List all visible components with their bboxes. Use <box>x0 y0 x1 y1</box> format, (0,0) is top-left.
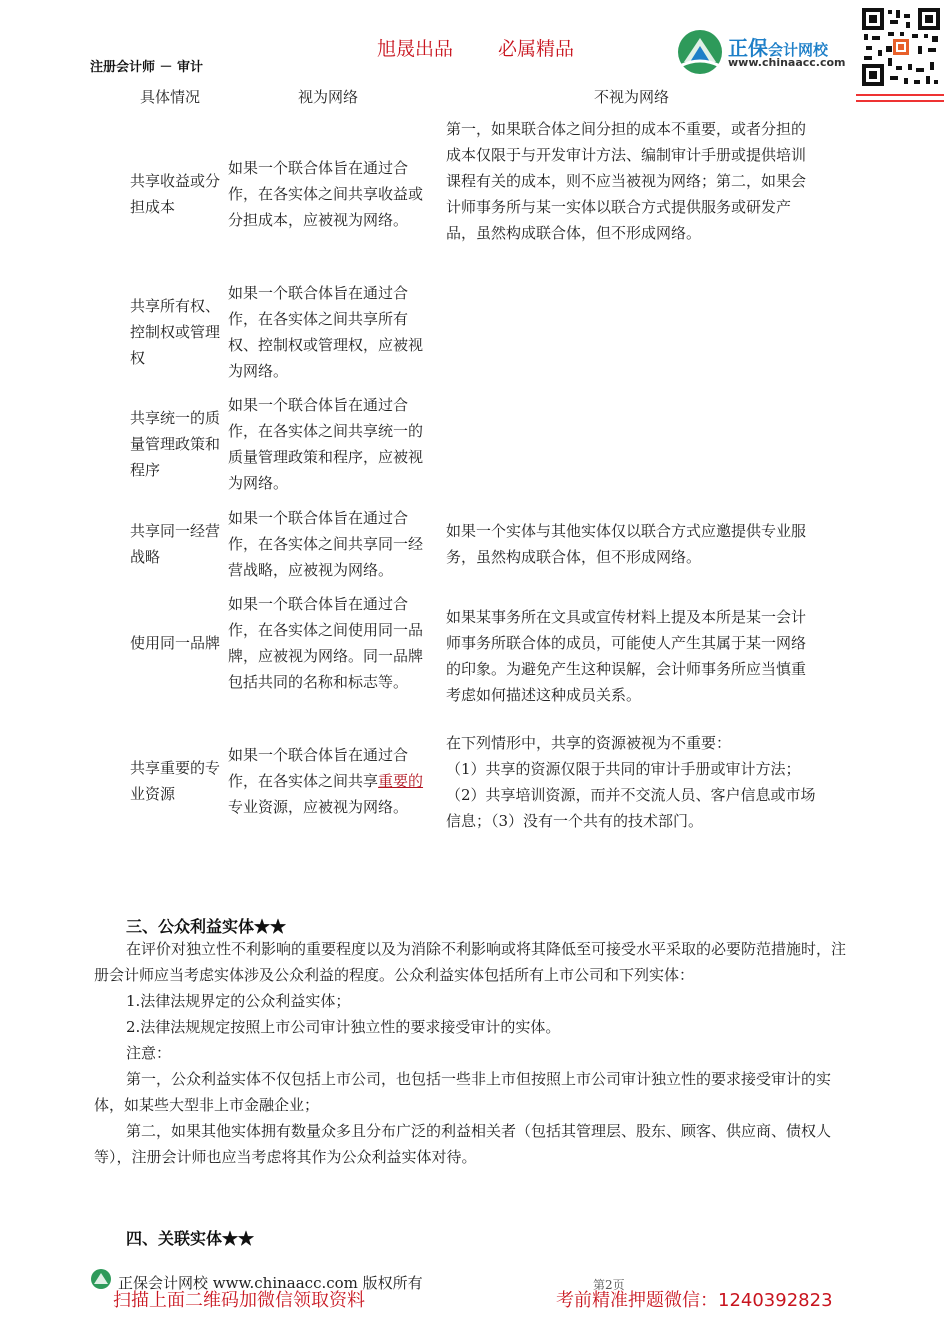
section-3-note-1: 第一，公众利益实体不仅包括上市公司，也包括一些非上市但按照上市公司审计独立性的要求接受审计的实体，如某些大型非上市金融企业； <box>94 1070 832 1114</box>
qr-code-icon[interactable] <box>860 6 942 88</box>
network-6-pre: 如果一个联合体旨在通过合作，在各实体之间共享 <box>228 746 409 790</box>
logo-emblem-icon <box>676 28 724 76</box>
table-cell-situation-6: 共享重要的专业资源 <box>130 759 221 803</box>
table-cell-network-4: 如果一个联合体旨在通过合作，在各实体之间共享同一经营战略，应被视为网络。 <box>228 509 424 579</box>
table-cell-not-network-6 <box>446 730 818 834</box>
table-cell-situation-3: 共享统一的质量管理政策和程序 <box>130 409 221 479</box>
logo-url: www.chinaacc.com <box>728 56 846 69</box>
table-cell-situation-4: 共享同一经营战略 <box>130 522 221 566</box>
table-cell-network-6 <box>228 742 434 820</box>
table-cell-network-2: 如果一个联合体旨在通过合作，在各实体之间共享所有权、控制权或管理权，应被视为网络。 <box>228 284 424 380</box>
footer-page-number: 第2页 <box>593 1278 625 1292</box>
section-3-item-2: 2.法律法规规定按照上市公司审计独立性的要求接受审计的实体。 <box>126 1018 561 1036</box>
logo-brand-sub: 会计网校 <box>768 41 829 59</box>
section-3-item-1: 1.法律法规界定的公众利益实体； <box>126 992 351 1010</box>
section-3-body <box>94 936 858 1170</box>
table-cell-situation-5: 使用同一品牌 <box>130 634 221 652</box>
qr-note-icon <box>856 92 946 106</box>
section-3-heading: 三、公众利益实体★★ <box>126 917 287 936</box>
network-6-post: 专业资源，应被视为网络。 <box>228 798 409 816</box>
header-slogan-right: 必属精品 <box>498 38 575 60</box>
footer-ad-right[interactable]: 考前精准押题微信：1240392823 <box>556 1290 833 1311</box>
table-header-situation: 具体情况 <box>140 88 201 106</box>
header-slogan-left: 旭晟出品 <box>377 38 454 60</box>
table-header-not-network: 不视为网络 <box>594 88 670 106</box>
network-6-emphasis: 重要的 <box>378 772 424 790</box>
table-cell-situation-2: 共享所有权、控制权或管理权 <box>130 297 221 367</box>
section-3-note-2: 第二，如果其他实体拥有数量众多且分布广泛的利益相关者（包括其管理层、股东、顾客、供应商、债权人等），注册会计师也应当考虑将其作为公众利益实体对待。 <box>94 1122 832 1166</box>
table-cell-not-network-5: 如果某事务所在文具或宣传材料上提及本所是某一会计师事务所联合体的成员，可能使人产生其属于某一网络的印象。为避免产生这种误解，会计师事务所应当慎重考虑如何描述这种成员关系。 <box>446 608 807 704</box>
section-4-heading: 四、关联实体★★ <box>126 1229 255 1248</box>
table-cell-network-1: 如果一个联合体旨在通过合作，在各实体之间共享收益或分担成本，应被视为网络。 <box>228 159 424 229</box>
not-network-6-line2: （1）共享的资源仅限于共同的审计手册或审计方法；（2）共享培训资源，而并不交流人员、客户信息或市场信息；（3）没有一个共有的技术部门。 <box>446 760 816 830</box>
footer-copyright: 正保会计网校 www.chinaacc.com 版权所有 <box>118 1274 423 1292</box>
brand-logo[interactable] <box>676 28 856 76</box>
table-cell-network-5: 如果一个联合体旨在通过合作，在各实体之间使用同一品牌，应被视为网络。同一品牌包括共同的名称和标志等。 <box>228 595 424 691</box>
logo-brand-main: 正保 <box>728 36 768 60</box>
table-header-network: 视为网络 <box>298 88 359 106</box>
section-3-intro: 在评价对独立性不利影响的重要程度以及为消除不利影响或将其降低至可接受水平采取的必要防范措施时，注册会计师应当考虑实体涉及公众利益的程度。公众利益实体包括所有上市公司和下列实体： <box>94 940 847 984</box>
footer-ad-left[interactable]: 扫描上面二维码加微信领取资料 <box>113 1290 365 1311</box>
table-cell-network-3: 如果一个联合体旨在通过合作，在各实体之间共享统一的质量管理政策和程序，应被视为网络。 <box>228 396 424 492</box>
subject-title: 注册会计师 － 审计 <box>90 60 204 75</box>
footer-logo-icon <box>90 1268 112 1290</box>
table-cell-not-network-1: 第一，如果联合体之间分担的成本不重要，或者分担的成本仅限于与开发审计方法、编制审计手册或提供培训课程有关的成本，则不应当被视为网络；第二，如果会计师事务所与某一实体以联合方式提供服务或研发产品，虽然构成联合体，但不形成网络。 <box>446 120 807 242</box>
table-cell-not-network-4: 如果一个实体与其他实体仅以联合方式应邀提供专业服务，虽然构成联合体，但不形成网络。 <box>446 522 807 566</box>
section-3-note-label: 注意： <box>126 1044 172 1062</box>
table-cell-situation-1: 共享收益或分担成本 <box>130 172 221 216</box>
not-network-6-line1: 在下列情形中，共享的资源被视为不重要： <box>446 734 732 752</box>
